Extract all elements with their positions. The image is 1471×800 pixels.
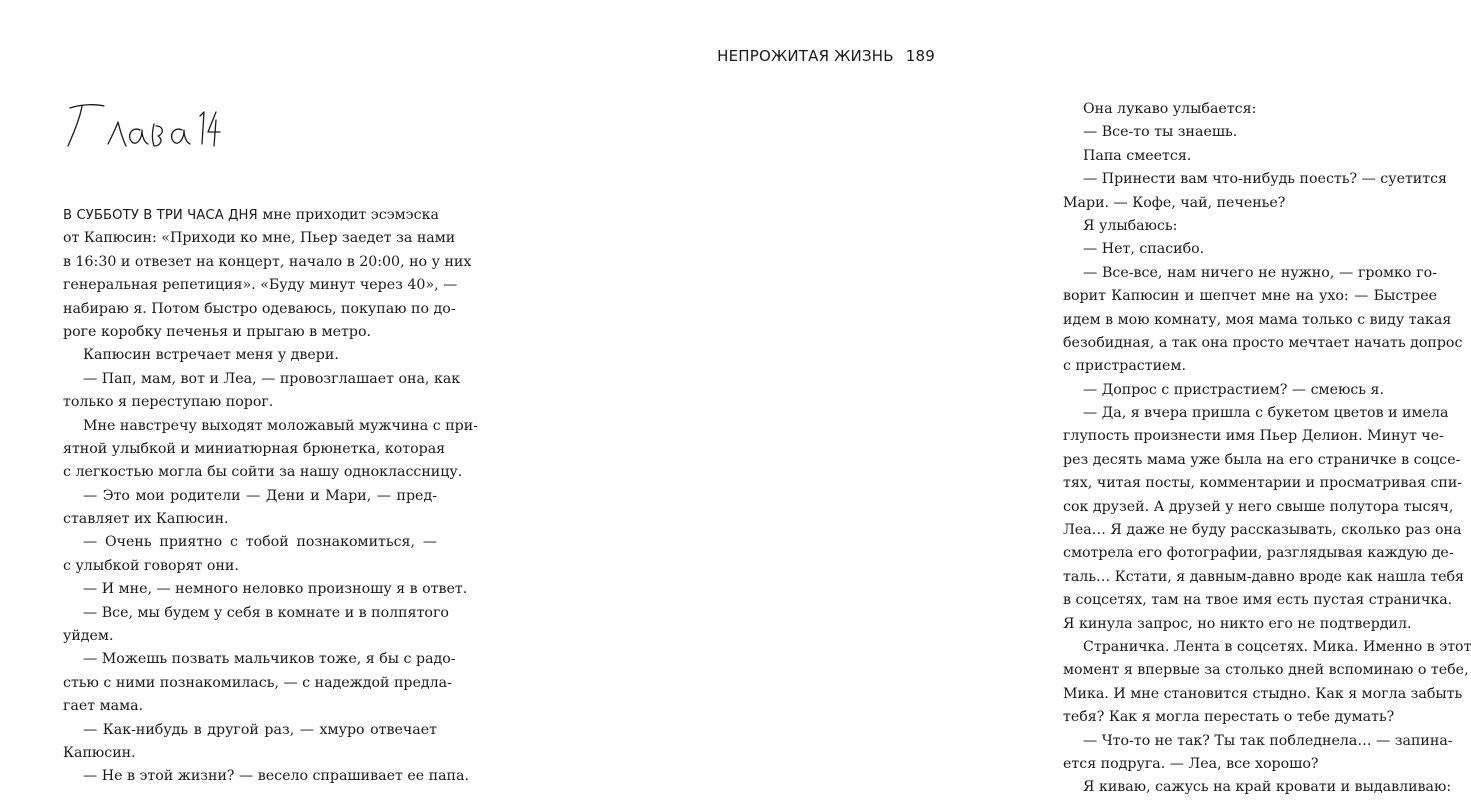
body-line: — Да, я вчера пришла с букетом цветов и имела	[1083, 405, 1449, 422]
body-line: с улыбкой говорят они.	[63, 557, 239, 574]
body-line: — Все-то ты знаешь.	[1083, 124, 1238, 141]
body-line: — Допрос с пристрастием? — смеюсь я.	[1083, 381, 1384, 398]
body-line: — Что-то не так? Ты так побледнела… — запина-	[1083, 732, 1453, 749]
body-line: Я киваю, сажусь на край кровати и выдавливаю:	[1083, 779, 1452, 796]
chapter-heading-script-glyph	[60, 100, 220, 152]
body-line: Она лукаво улыбается:	[1083, 101, 1257, 117]
body-line: с пристрастием.	[1063, 358, 1186, 375]
lead-caps: В СУББОТУ В ТРИ ЧАСА ДНЯ	[63, 208, 258, 223]
body-line: таль… Кстати, я давным-давно вроде как нашла тебя	[1063, 568, 1464, 585]
body-line: момент я впервые за столько дней вспоминаю о тебе,	[1063, 662, 1469, 679]
body-line: гает мама.	[63, 698, 144, 715]
right-page	[500, 0, 1471, 800]
body-line: идем в мою комнату, моя мама только с виду такая	[1063, 311, 1452, 328]
body-line: от Капюсин: «Приходи ко мне, Пьер заедет за нами	[63, 230, 456, 247]
body-line: с легкостью могла бы сойти за нашу одноклассницу.	[63, 464, 463, 481]
body-line: — Принести вам что-нибудь поесть? — суетится	[1083, 171, 1448, 188]
body-line: Мари. — Кофе, чай, печенье?	[1063, 194, 1286, 211]
body-line: Я улыбаюсь:	[1083, 217, 1178, 234]
body-line: ятной улыбкой и миниатюрная брюнетка, которая	[63, 440, 446, 457]
body-line: ставляет их Капюсин.	[63, 511, 229, 528]
body-line: уйдем.	[63, 628, 114, 645]
body-line: тях, читая посты, комментарии и просматривая спи-	[1063, 475, 1463, 492]
body-line: генеральная репетиция». «Буду минут через 40», —	[63, 277, 458, 294]
running-head-title: НЕПРОЖИТАЯ ЖИЗНЬ	[717, 47, 894, 65]
body-line: роге коробку печенья и прыгаю в метро.	[63, 323, 371, 340]
body-line: безобидная, а так она просто мечтает начать допрос	[1063, 334, 1463, 351]
body-line: — Можешь позвать мальчиков тоже, я бы с радо-	[83, 651, 456, 668]
body-line: только я переступаю порог.	[63, 394, 274, 411]
body-line: — Все-все, нам ничего не нужно, — громко го-	[1083, 264, 1437, 281]
body-line: в 16:30 и отвезет на концерт, начало в 20:00, но у них	[63, 253, 472, 270]
body-line: тебя? Как я могла перестать о тебе думать?	[1063, 709, 1395, 726]
body-line: Папа смеется.	[1083, 147, 1192, 164]
body-line: Мика. И мне становится стыдно. Как я могла забыть	[1063, 685, 1463, 702]
body-line: Леа… Я даже не буду рассказывать, сколько раз она	[1063, 522, 1462, 539]
chapter-heading-text	[60, 100, 61, 101]
body-line: — Как-нибудь в другой раз, — хмуро отвечает	[83, 721, 437, 738]
body-line: — Нет, спасибо.	[1083, 241, 1205, 258]
body-line: — Пап, мам, вот и Леа, — провозглашает она, как	[83, 370, 461, 387]
body-line: сок друзей. А друзей у него свыше полутора тысяч,	[1063, 498, 1454, 515]
body-line: — И мне, — немного неловко произношу я в ответ.	[83, 581, 468, 598]
body-line: ется подруга. — Леа, все хорошо?	[1063, 755, 1319, 772]
body-line: глупость произнести имя Пьер Делион. Минут че-	[1063, 428, 1444, 445]
body-line: — Не в этой жизни? — весело спрашивает ее папа.	[83, 768, 469, 785]
body-line: набираю я. Потом быстро одеваюсь, покупаю по до-	[63, 300, 456, 317]
page-number: 189	[905, 47, 935, 65]
running-head	[717, 47, 935, 65]
body-line: Страничка. Лента в соцсетях. Мика. Именно в этот	[1083, 638, 1471, 655]
left-body-text	[63, 204, 478, 789]
body-line: В СУББОТУ В ТРИ ЧАСА ДНЯ мне приходит эсэмэска	[63, 207, 439, 223]
body-line: в соцсетях, там на твое имя есть пустая страничка.	[1063, 592, 1453, 609]
body-line: Капюсин встречает меня у двери.	[83, 347, 339, 364]
body-line: стью с ними познакомилась, — с надеждой предла-	[63, 674, 452, 691]
body-line: рез десять мама уже была на его страничке в соцсе-	[1063, 451, 1461, 468]
chapter-heading	[60, 100, 220, 152]
body-line: ворит Капюсин и шепчет мне на ухо: — Быстрее	[1063, 288, 1437, 305]
left-page	[0, 0, 500, 800]
body-line: — Очень приятно с тобой познакомиться, —	[83, 534, 437, 551]
body-line: — Это мои родители — Дени и Мари, — пред-	[83, 487, 437, 504]
right-body-text	[1063, 98, 1471, 800]
body-line: Я кинула запрос, но никто его не подтвердил.	[1063, 615, 1412, 632]
body-line: смотрела его фотографии, разглядывая каждую де-	[1063, 545, 1454, 562]
body-line: Мне навстречу выходят моложавый мужчина с при-	[83, 417, 478, 434]
body-line: Капюсин.	[63, 744, 136, 761]
body-line: — Все, мы будем у себя в комнате и в полпятого	[83, 604, 449, 621]
